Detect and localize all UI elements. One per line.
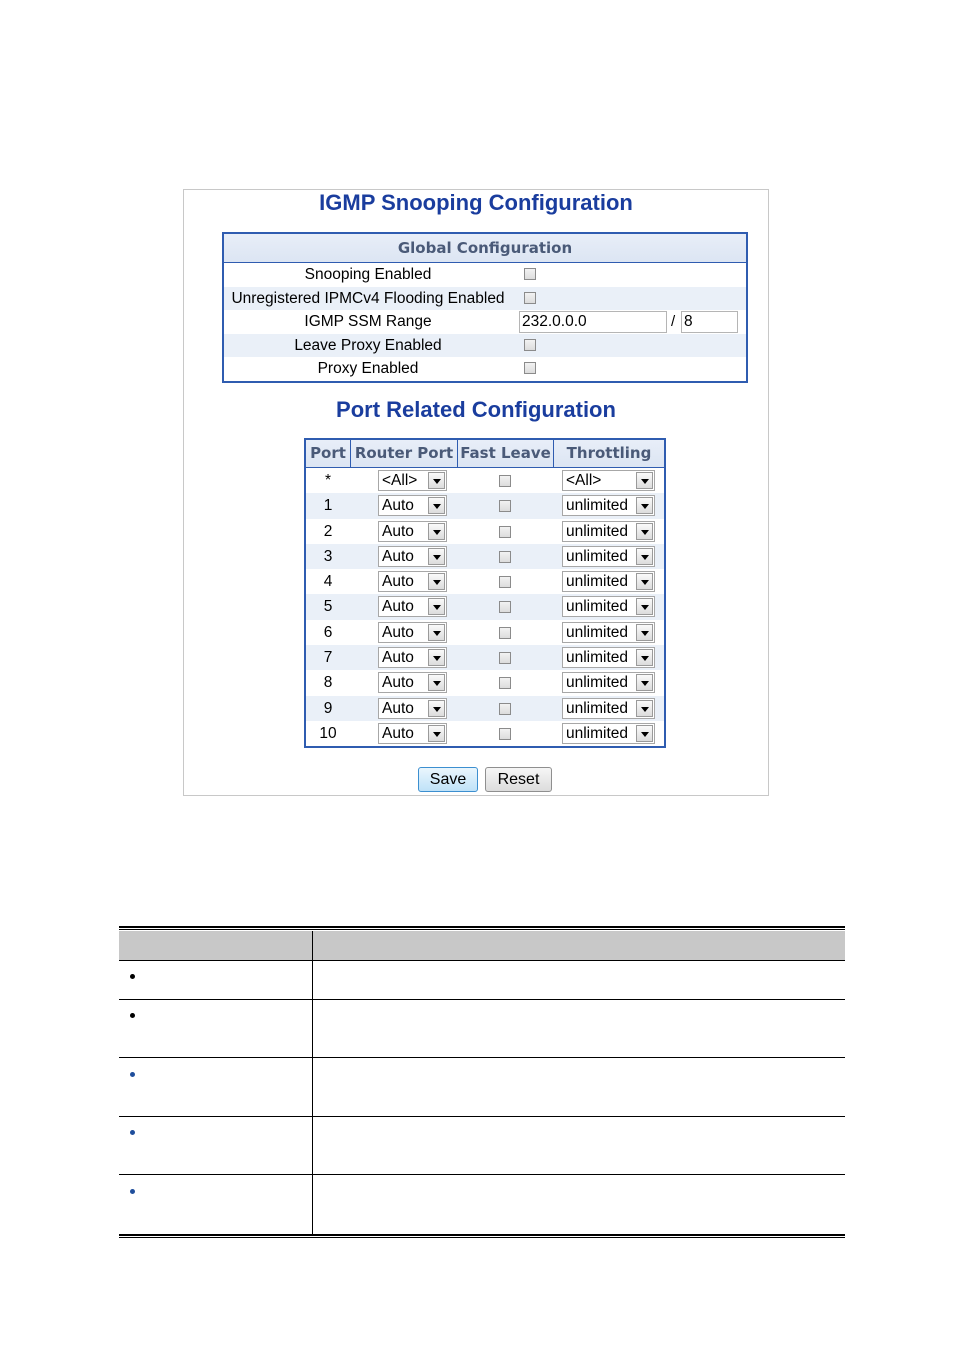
- router-port-value: Auto: [382, 522, 414, 540]
- table-bottom-rule-thin: [119, 1237, 845, 1238]
- fast-leave-checkbox[interactable]: [499, 728, 511, 740]
- port-number: 2: [323, 522, 333, 540]
- port-number: 7: [323, 649, 333, 667]
- throttling-select[interactable]: [562, 571, 655, 592]
- throttling-select[interactable]: [562, 596, 655, 617]
- dropdown-arrow-icon[interactable]: [428, 649, 445, 666]
- ssm-range-label: IGMP SSM Range: [304, 313, 432, 330]
- global-configuration-header: Global Configuration: [224, 234, 746, 263]
- table-row: [306, 468, 664, 493]
- router-port-value: Auto: [382, 649, 414, 667]
- router-port-value: Auto: [382, 699, 414, 717]
- throttling-select[interactable]: [562, 495, 655, 516]
- table-bottom-rule: [119, 1234, 845, 1236]
- router-port-value: Auto: [382, 623, 414, 641]
- dropdown-arrow-icon[interactable]: [428, 725, 445, 742]
- dropdown-arrow-icon[interactable]: [636, 725, 653, 742]
- throttling-value: <All>: [566, 472, 602, 489]
- reset-button[interactable]: Reset: [485, 767, 552, 792]
- port-number: 4: [323, 573, 333, 591]
- table-row: [306, 645, 664, 670]
- router-port-value: Auto: [382, 497, 414, 515]
- dropdown-arrow-icon[interactable]: [428, 700, 445, 717]
- leave-proxy-label: Leave Proxy Enabled: [294, 336, 442, 354]
- port-number: 10: [319, 724, 337, 742]
- bullet-icon: [130, 1013, 135, 1018]
- table-row: [306, 493, 664, 518]
- fast-leave-checkbox[interactable]: [499, 627, 511, 639]
- router-port-value: Auto: [382, 598, 414, 616]
- router-port-select[interactable]: [378, 521, 447, 542]
- dropdown-arrow-icon[interactable]: [636, 573, 653, 590]
- row-divider: [119, 960, 845, 961]
- throttling-value: unlimited: [566, 547, 629, 565]
- port-number: 3: [323, 547, 333, 565]
- port-number: 6: [323, 623, 333, 641]
- router-port-value: Auto: [382, 724, 414, 742]
- dropdown-arrow-icon[interactable]: [636, 700, 653, 717]
- dropdown-arrow-icon[interactable]: [636, 624, 653, 641]
- table-row: [306, 670, 664, 695]
- unregistered-flooding-checkbox[interactable]: [524, 292, 536, 304]
- throttling-select[interactable]: [562, 470, 655, 491]
- router-port-select[interactable]: [378, 647, 447, 668]
- throttling-value: unlimited: [566, 724, 629, 742]
- router-port-select[interactable]: [378, 672, 447, 693]
- throttling-value: unlimited: [566, 598, 629, 616]
- col-fast-leave: Fast Leave: [460, 444, 551, 462]
- port-table-header: [306, 440, 664, 468]
- throttling-select[interactable]: [562, 521, 655, 542]
- col-router-port: Router Port: [354, 444, 454, 462]
- fast-leave-checkbox[interactable]: [499, 475, 511, 487]
- save-button[interactable]: Save: [418, 767, 478, 792]
- dropdown-arrow-icon[interactable]: [428, 472, 445, 489]
- fast-leave-checkbox[interactable]: [499, 500, 511, 512]
- column-divider: [312, 931, 313, 1235]
- router-port-select[interactable]: [378, 470, 447, 491]
- table-row: [306, 569, 664, 594]
- dropdown-arrow-icon[interactable]: [428, 598, 445, 615]
- fast-leave-checkbox[interactable]: [499, 526, 511, 538]
- dropdown-arrow-icon[interactable]: [428, 497, 445, 514]
- page-title: IGMP Snooping Configuration: [319, 190, 633, 215]
- router-port-select[interactable]: [378, 723, 447, 744]
- throttling-select[interactable]: [562, 723, 655, 744]
- ssm-address-input[interactable]: 232.0.0.0: [519, 311, 667, 333]
- throttling-value: unlimited: [566, 623, 629, 641]
- router-port-value: Auto: [382, 573, 414, 591]
- fast-leave-checkbox[interactable]: [499, 703, 511, 715]
- unregistered-flooding-row: [224, 287, 746, 311]
- col-throttling: Throttling: [566, 444, 652, 462]
- table-row: [306, 721, 664, 746]
- table-top-rule-thin: [119, 929, 845, 930]
- table-top-rule: [119, 926, 845, 928]
- ssm-mask-input[interactable]: 8: [681, 311, 738, 333]
- fast-leave-checkbox[interactable]: [499, 576, 511, 588]
- port-table: [304, 438, 666, 748]
- dropdown-arrow-icon[interactable]: [636, 472, 653, 489]
- description-table-header: [119, 931, 845, 960]
- leave-proxy-checkbox[interactable]: [524, 339, 536, 351]
- dropdown-arrow-icon[interactable]: [636, 649, 653, 666]
- throttling-select[interactable]: [562, 622, 655, 643]
- port-number: 8: [323, 674, 333, 692]
- throttling-value: unlimited: [566, 497, 629, 515]
- ssm-range-row: [224, 310, 746, 334]
- leave-proxy-row: [224, 334, 746, 358]
- router-port-select[interactable]: [378, 546, 447, 567]
- bullet-icon: [130, 1072, 135, 1077]
- router-port-value: Auto: [382, 547, 414, 565]
- row-divider: [119, 999, 845, 1000]
- table-row: [306, 696, 664, 721]
- row-divider: [119, 1116, 845, 1117]
- col-port: Port: [310, 444, 346, 462]
- router-port-value: <All>: [382, 472, 418, 489]
- port-number: 1: [323, 497, 333, 515]
- router-port-select[interactable]: [378, 495, 447, 516]
- throttling-select[interactable]: [562, 546, 655, 567]
- dropdown-arrow-icon[interactable]: [428, 548, 445, 565]
- port-number: 5: [323, 598, 333, 616]
- table-row: [306, 544, 664, 569]
- dropdown-arrow-icon[interactable]: [636, 674, 653, 691]
- table-row: [306, 519, 664, 544]
- dropdown-arrow-icon[interactable]: [428, 573, 445, 590]
- throttling-value: unlimited: [566, 674, 629, 692]
- router-port-select[interactable]: [378, 622, 447, 643]
- snooping-enabled-row: [224, 263, 746, 287]
- snooping-enabled-label: Snooping Enabled: [304, 266, 432, 283]
- row-divider: [119, 1174, 845, 1175]
- igmp-config-panel: [183, 189, 769, 796]
- throttling-select[interactable]: [562, 647, 655, 668]
- table-row: [306, 620, 664, 645]
- proxy-enabled-checkbox[interactable]: [524, 362, 536, 374]
- dropdown-arrow-icon[interactable]: [428, 624, 445, 641]
- fast-leave-checkbox[interactable]: [499, 601, 511, 613]
- fast-leave-checkbox[interactable]: [499, 677, 511, 689]
- router-port-select[interactable]: [378, 698, 447, 719]
- router-port-select[interactable]: [378, 571, 447, 592]
- global-configuration-table: [222, 232, 748, 383]
- bullet-icon: [130, 974, 135, 979]
- dropdown-arrow-icon[interactable]: [636, 598, 653, 615]
- dropdown-arrow-icon[interactable]: [428, 674, 445, 691]
- port-table-body: [306, 468, 664, 746]
- port-number: *: [324, 472, 332, 489]
- port-number: 9: [323, 699, 333, 717]
- fast-leave-checkbox[interactable]: [499, 551, 511, 563]
- dropdown-arrow-icon[interactable]: [428, 523, 445, 540]
- throttling-value: unlimited: [566, 522, 629, 540]
- port-section-title: Port Related Configuration: [336, 397, 616, 422]
- unregistered-flooding-label: Unregistered IPMCv4 Flooding Enabled: [231, 289, 505, 307]
- throttling-value: unlimited: [566, 649, 629, 667]
- proxy-enabled-label: Proxy Enabled: [317, 360, 419, 377]
- throttling-value: unlimited: [566, 573, 629, 591]
- row-divider: [119, 1057, 845, 1058]
- router-port-value: Auto: [382, 674, 414, 692]
- throttling-value: unlimited: [566, 699, 629, 717]
- throttling-select[interactable]: [562, 672, 655, 693]
- dropdown-arrow-icon[interactable]: [636, 548, 653, 565]
- proxy-enabled-row: [224, 357, 746, 381]
- dropdown-arrow-icon[interactable]: [636, 523, 653, 540]
- ssm-separator: /: [671, 313, 676, 330]
- throttling-select[interactable]: [562, 698, 655, 719]
- dropdown-arrow-icon[interactable]: [636, 497, 653, 514]
- fast-leave-checkbox[interactable]: [499, 652, 511, 664]
- router-port-select[interactable]: [378, 596, 447, 617]
- bullet-icon: [130, 1130, 135, 1135]
- bullet-icon: [130, 1189, 135, 1194]
- snooping-enabled-checkbox[interactable]: [524, 268, 536, 280]
- table-row: [306, 594, 664, 619]
